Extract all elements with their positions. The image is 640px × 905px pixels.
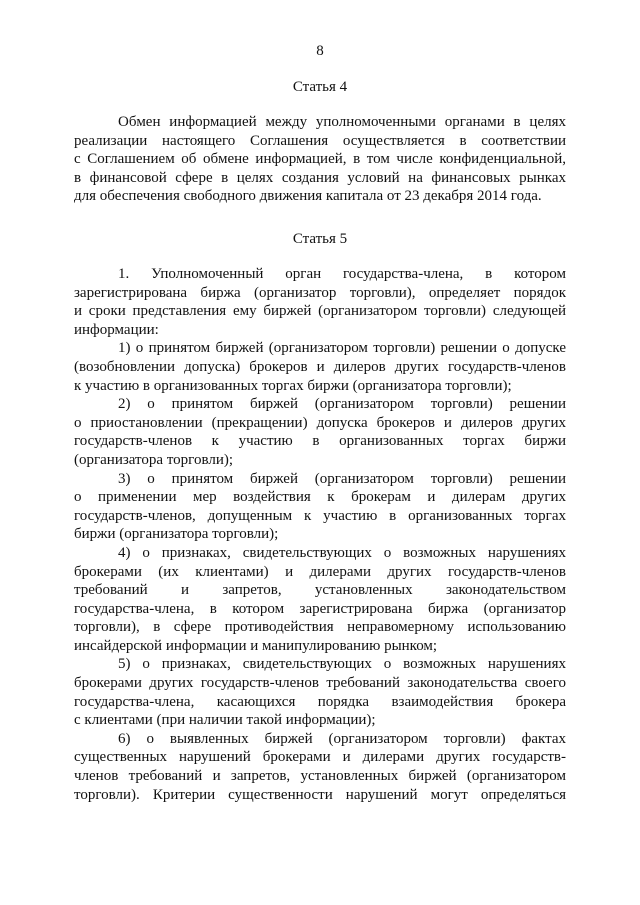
text-line: для обеспечения свободного движения капитала от 23 декабря 2014 года. bbox=[74, 188, 542, 205]
article-4-paragraph bbox=[74, 113, 566, 206]
text-line: с клиентами (при наличии такой информации); bbox=[74, 712, 376, 729]
text-line: существенных нарушений брокерами и дилерами других государств- bbox=[74, 749, 566, 766]
article-5-body bbox=[74, 265, 566, 804]
list-item-2-line: 2) о принятом биржей (организатором торговли) решении bbox=[118, 396, 566, 413]
text-line: брокерами других государств-членов требований законодательства своего bbox=[74, 675, 566, 692]
list-item-4-line: 4) о признаках, свидетельствующих о возможных нарушениях bbox=[118, 544, 566, 561]
list-item-6-line: 6) о выявленных биржей (организатором торговли) фактах bbox=[118, 730, 566, 747]
list-item-3-line: 3) о принятом биржей (организатором торговли) решении bbox=[118, 470, 566, 487]
article-4-heading: Статья 4 bbox=[292, 79, 348, 95]
text-line: о применении мер воздействия к брокерам и дилерам других bbox=[74, 489, 566, 506]
text-line: (организатора торговли); bbox=[74, 451, 234, 468]
text-line: брокерами (их клиентами) и дилерами других государств-членов bbox=[74, 563, 566, 580]
text-line: информации: bbox=[74, 321, 159, 338]
text-line: о приостановлении (прекращении) допуска брокеров и дилеров других bbox=[74, 414, 566, 431]
text-line: реализации настоящего Соглашения осуществляется в соответствии bbox=[74, 132, 566, 149]
text-line: государства-члена, касающихся порядка взаимодействия брокера bbox=[74, 693, 566, 710]
text-line: требований и запретов, установленных законодательством bbox=[74, 582, 566, 599]
list-item-1-line: 1) о принятом биржей (организатором торговли) решении о допуске bbox=[118, 340, 566, 357]
text-line: Обмен информацией между уполномоченными органами в целях bbox=[118, 114, 566, 130]
text-line: государства-члена, в котором зарегистрирована биржа (организатор bbox=[74, 600, 566, 617]
text-line: торговли). Критерии существенности нарушений могут определяться bbox=[74, 786, 566, 803]
text-line: государств-членов, допущенным к участию в организованных торгах bbox=[74, 507, 566, 524]
text-line: к участию в организованных торгах биржи (организатора торговли); bbox=[74, 377, 512, 394]
text-line: с Соглашением об обмене информацией, в том числе конфиденциальной, bbox=[74, 151, 566, 168]
text-line: членов требований и запретов, установленных биржей (организатором bbox=[74, 768, 566, 785]
text-line: государств-членов к участию в организованных торгах биржи bbox=[74, 433, 566, 450]
text-line: торговли), в сфере противодействия неправомерному использованию bbox=[74, 619, 566, 636]
text-line: биржи (организатора торговли); bbox=[74, 526, 279, 543]
page-number: 8 bbox=[316, 43, 324, 59]
article-5-heading: Статья 5 bbox=[292, 231, 348, 247]
text-line: и сроки представления ему биржей (организатором торговли) следующей bbox=[74, 303, 566, 320]
text-line: инсайдерской информации и манипулированию рынком; bbox=[74, 637, 438, 654]
text-line: зарегистрирована биржа (организатор торговли), определяет порядок bbox=[74, 284, 566, 301]
text-line: (возобновлении допуска) брокеров и дилеров других государств-членов bbox=[74, 358, 566, 375]
text-line: 1. Уполномоченный орган государства-члена, в котором bbox=[118, 266, 566, 282]
text-line: в финансовой сфере в целях создания условий на финансовых рынках bbox=[74, 169, 566, 186]
list-item-5-line: 5) о признаках, свидетельствующих о возможных нарушениях bbox=[118, 656, 566, 673]
